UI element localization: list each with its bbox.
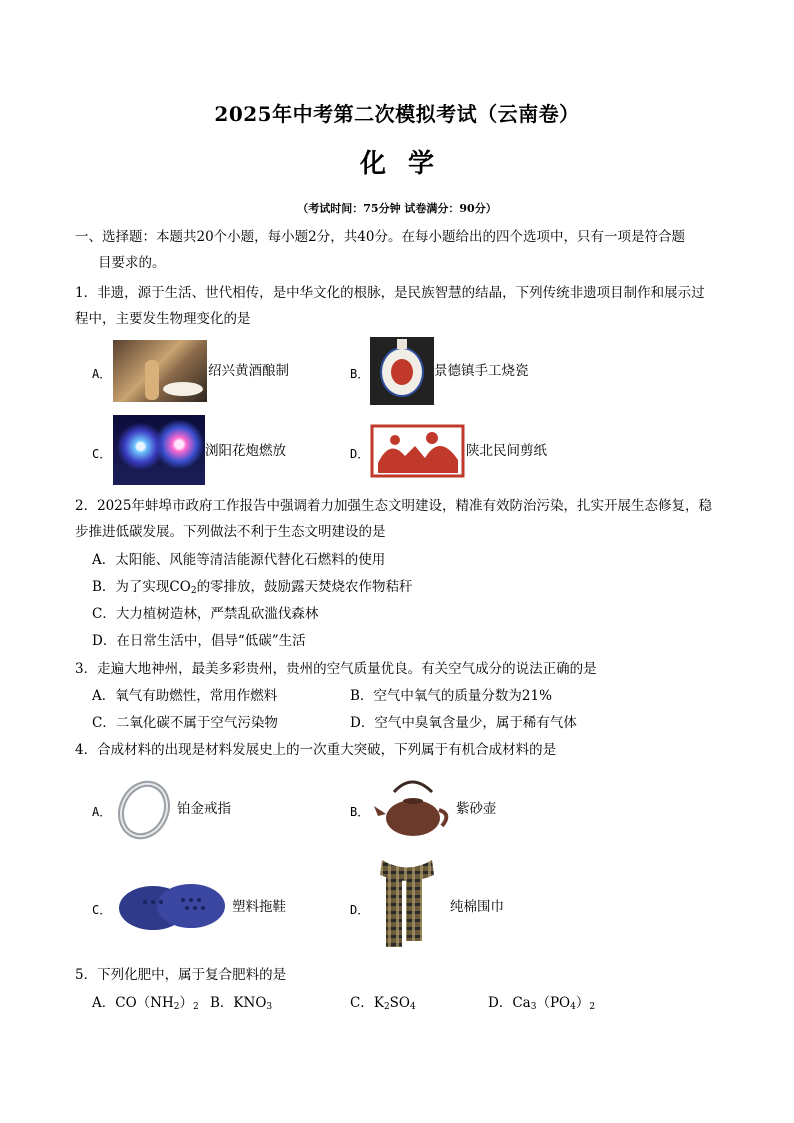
- q4-option-d-text: 纯棉围巾: [450, 899, 504, 915]
- section-instructions-line2: 目要求的。: [98, 255, 166, 271]
- q4-option-b-text: 紫砂壶: [456, 801, 497, 817]
- q4-option-c-label: C．: [92, 903, 112, 917]
- q5-option-c: C．$K_2SO_4$: [350, 995, 416, 1012]
- q4-option-d-label: D．: [350, 903, 370, 917]
- platinum-ring-image: [115, 774, 173, 842]
- q1-option-b-label: B．: [350, 367, 370, 381]
- exam-info: （考试时间：75分钟 试卷满分：90分）: [297, 202, 497, 215]
- paper-cut-image: [370, 418, 465, 480]
- q3-option-a: A．氧气有助燃性，常用作燃料: [92, 688, 278, 704]
- q3-option-b: B．空气中氧气的质量分数为21%: [350, 688, 552, 704]
- q5-stem: 5．下列化肥中，属于复合肥料的是: [75, 967, 287, 983]
- q1-option-d-text: 陕北民间剪纸: [466, 443, 547, 459]
- section-instructions-line1: 一、选择题：本题共20个小题，每小题2分，共40分。在每小题给出的四个选项中，只有一项是符合题: [75, 229, 685, 245]
- q2-option-b: B．为了实现$CO_2$的零排放，鼓励露天焚烧农作物秸秆: [92, 579, 413, 596]
- q5-option-a: A．$CO(NH_2)_2$: [92, 995, 199, 1012]
- q4-option-b-label: B．: [350, 805, 370, 819]
- q1-option-a-text: 绍兴黄酒酿制: [208, 363, 289, 379]
- porcelain-vase-image: [370, 337, 434, 405]
- q1-option-c-text: 浏阳花炮燃放: [205, 443, 286, 459]
- q5-option-d: D．$Ca_3(PO_4)_2$: [488, 995, 596, 1012]
- cotton-scarf-image: [372, 855, 442, 950]
- q2-stem-line1: 2．2025年蚌埠市政府工作报告中强调着力加强生态文明建设，精准有效防治污染，扎实开展生态修复，稳: [75, 498, 712, 514]
- q2-option-c: C．大力植树造林，严禁乱砍滥伐森林: [92, 606, 319, 622]
- clay-teapot-image: [372, 770, 454, 842]
- subject-title: 化学: [359, 149, 456, 179]
- q1-option-a-label: A．: [92, 367, 112, 381]
- exam-title: 2025年中考第二次模拟考试（云南卷）: [214, 102, 580, 126]
- q3-stem: 3．走遍大地神州，最美多彩贵州，贵州的空气质量优良。有关空气成分的说法正确的是: [75, 661, 597, 677]
- q5-option-b: B．$KNO_3$: [210, 995, 273, 1012]
- q1-stem-line2: 程中，主要发生物理变化的是: [75, 311, 251, 327]
- fireworks-image: [113, 415, 205, 485]
- q4-option-a-label: A．: [92, 805, 112, 819]
- q2-option-d: D．在日常生活中，倡导“低碳”生活: [92, 633, 306, 649]
- q3-option-c: C．二氧化碳不属于空气污染物: [92, 715, 278, 731]
- q1-option-b-text: 景德镇手工烧瓷: [434, 363, 529, 379]
- yellow-wine-image: [113, 340, 207, 402]
- q1-stem-line1: 1．非遗，源于生活、世代相传，是中华文化的根脉，是民族智慧的结晶，下列传统非遗项目制作和展示过: [75, 285, 705, 301]
- q1-option-c-label: C．: [92, 447, 112, 461]
- q2-option-a: A．太阳能、风能等清洁能源代替化石燃料的使用: [92, 552, 386, 568]
- q4-stem: 4．合成材料的出现是材料发展史上的一次重大突破，下列属于有机合成材料的是: [75, 742, 557, 758]
- q1-option-d-label: D．: [350, 447, 370, 461]
- q3-option-d: D．空气中臭氧含量少，属于稀有气体: [350, 715, 577, 731]
- q2-stem-line2: 步推进低碳发展。下列做法不利于生态文明建设的是: [75, 524, 386, 540]
- q4-option-a-text: 铂金戒指: [177, 801, 231, 817]
- q4-option-c-text: 塑料拖鞋: [232, 899, 286, 915]
- plastic-slippers-image: [113, 872, 231, 938]
